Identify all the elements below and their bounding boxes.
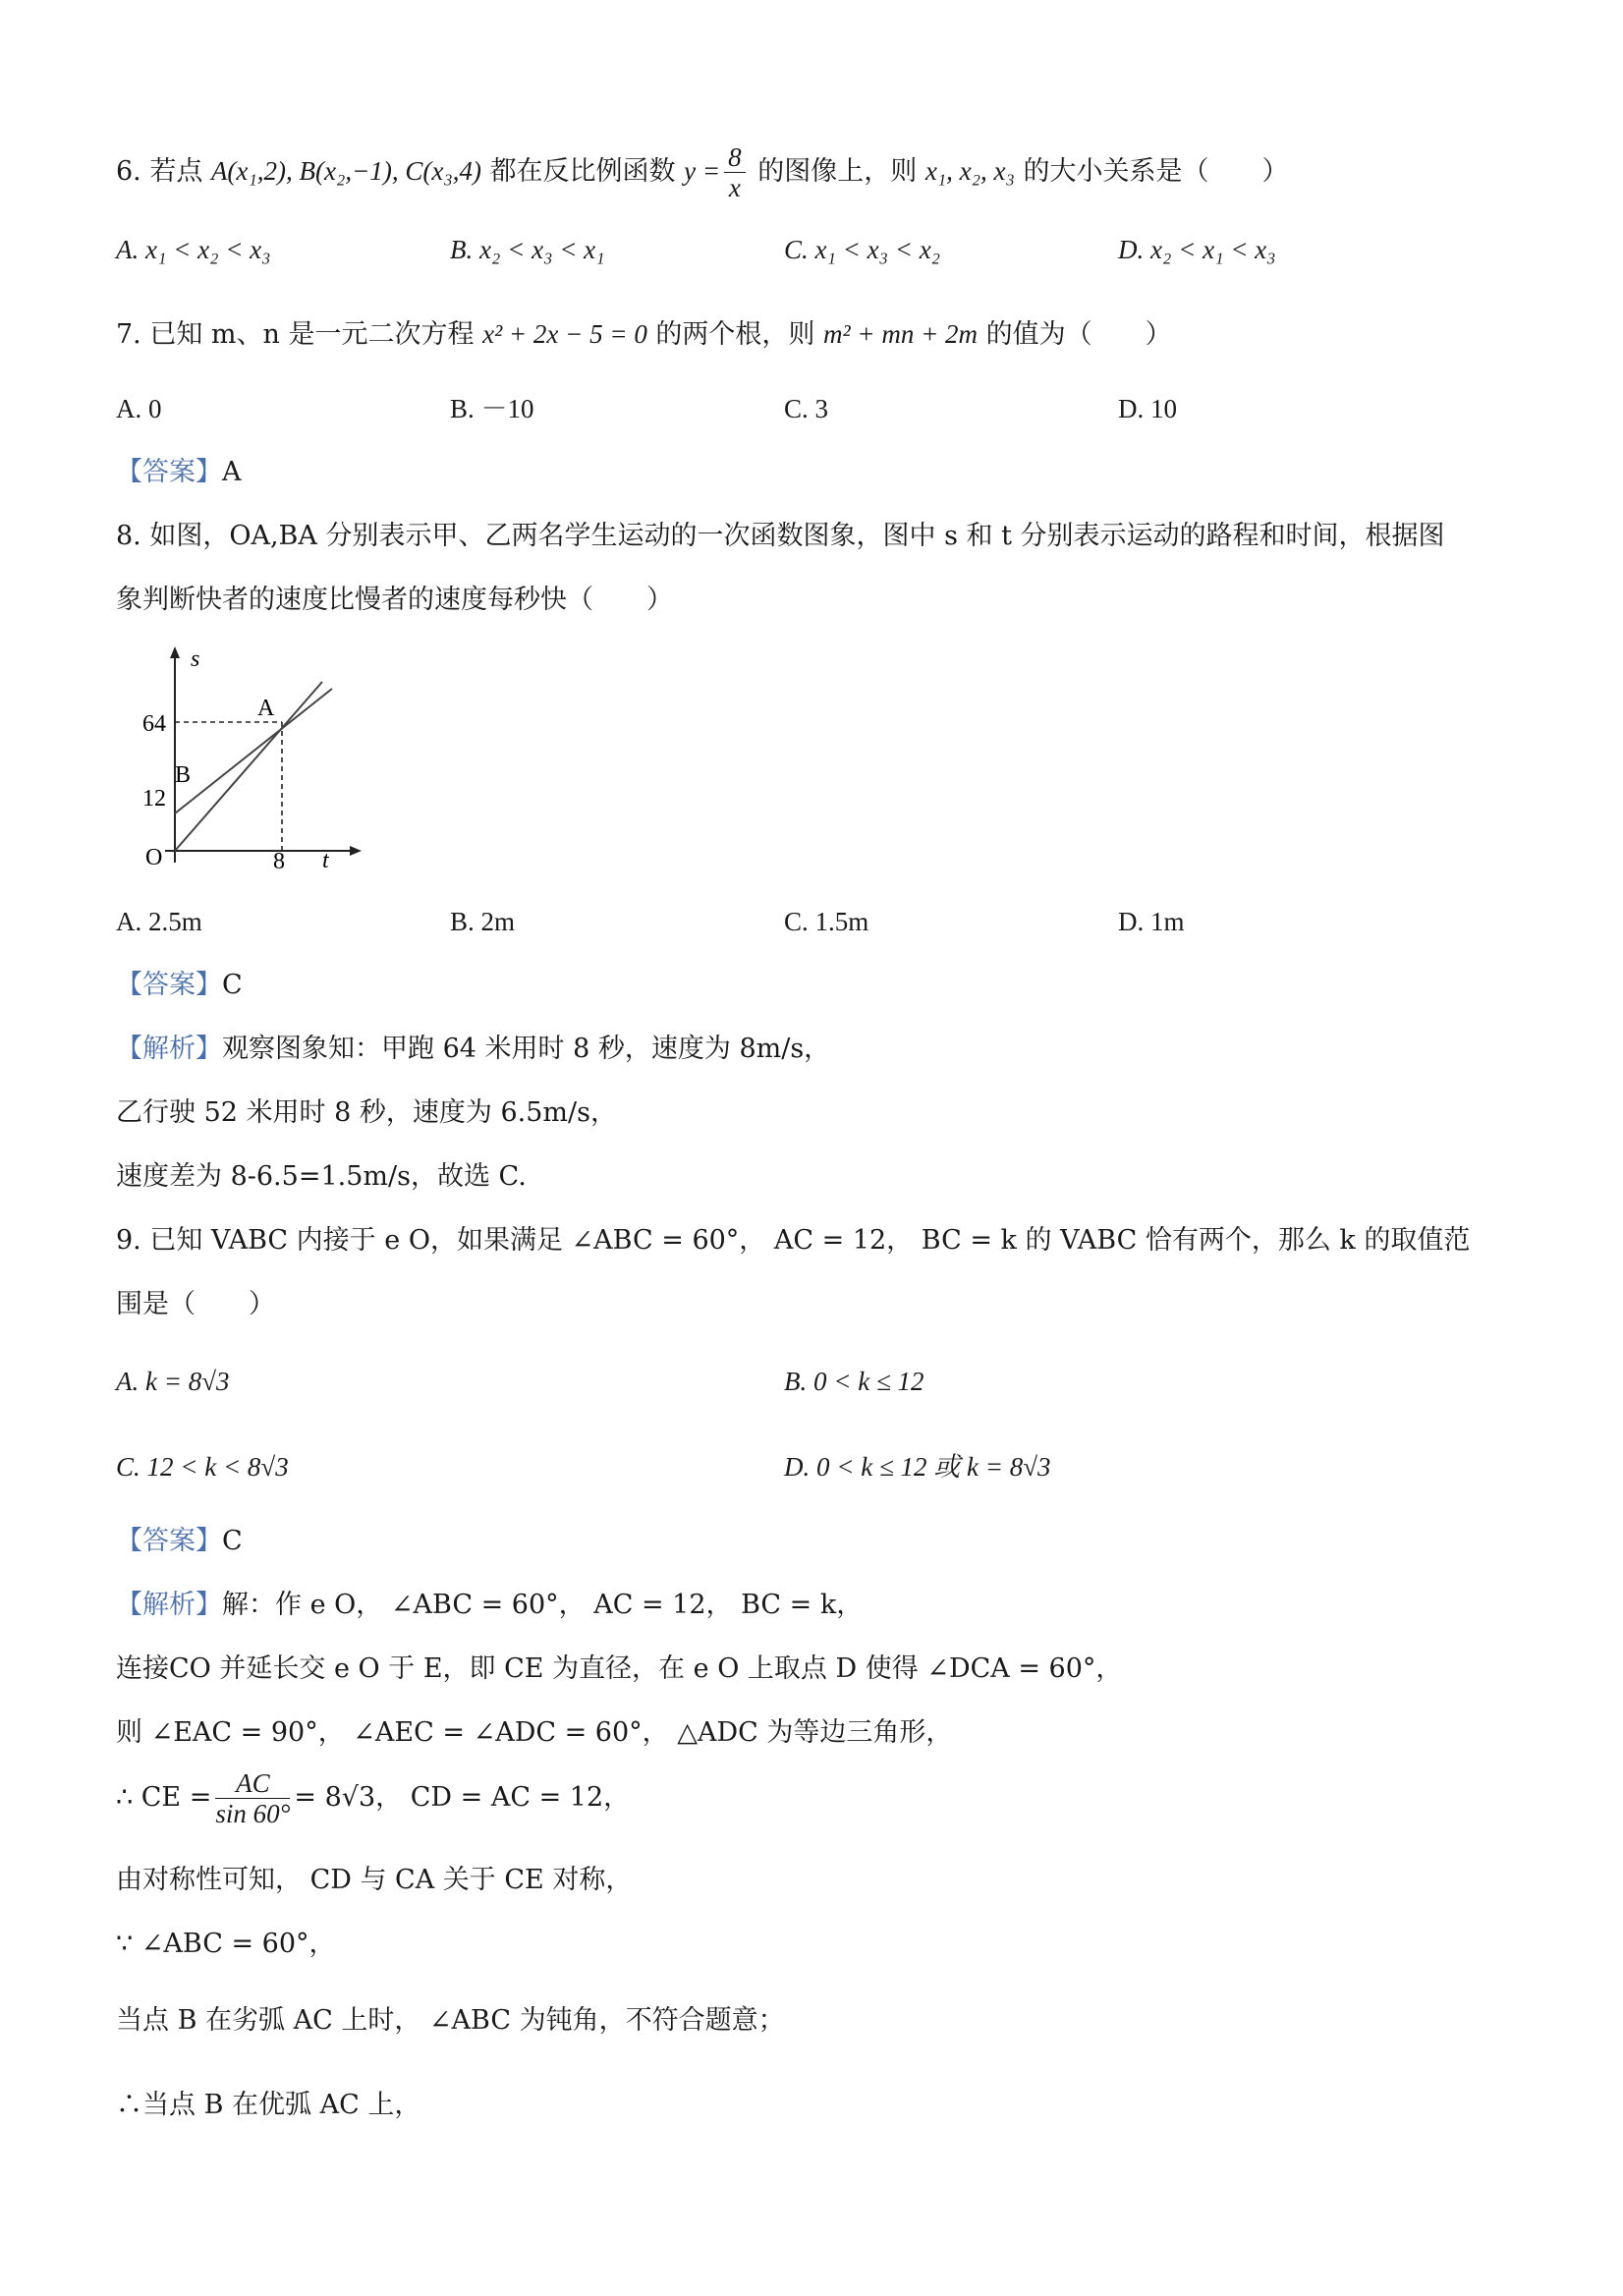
q8-analysis-line1 <box>116 1033 830 1066</box>
q7-answer-value: A <box>222 457 242 487</box>
q7-equation: x² + 2x − 5 = 0 <box>482 319 647 349</box>
q9-option-c: C. 12 < k < 8√3 <box>116 1452 289 1482</box>
q9-solution-line6: ∵ ∠ABC = 60°， <box>116 1929 336 1959</box>
q8-analysis-tag: 【解析】 <box>116 1034 222 1064</box>
q7-option-a: A. 0 <box>116 394 162 423</box>
q8-option-d: D. 1m <box>1118 907 1185 936</box>
q9-solution4-b: = 8√3， CD = AC = 12， <box>294 1782 631 1813</box>
q9-option-b: B. 0 < k ≤ 12 <box>784 1367 924 1396</box>
q8-graph-t-label: t <box>322 848 329 872</box>
q8-option-b: B. 2m <box>450 907 516 936</box>
q6-points: A(x₁,2), B(x₂,−1), C(x₃,4) <box>210 156 481 186</box>
q9-solution-text1: 解：作 e O， ∠ABC = 60°， AC = 12， BC = k， <box>222 1590 864 1620</box>
q6-stem-b: 都在反比例函数 <box>489 156 676 187</box>
q8-graph-s-label: s <box>191 646 200 672</box>
q9-solution-line3: 则 ∠EAC = 90°， ∠AEC = ∠ADC = 60°， △ADC 为等边三角形， <box>116 1717 953 1748</box>
q9-solution-line1 <box>116 1589 863 1622</box>
q6-stem-c: 的图像上，则 <box>757 156 918 187</box>
q9-solution4-fraction <box>215 1768 290 1828</box>
q9-answer-tag: 【答案】 <box>116 1526 222 1556</box>
q9-analysis-tag: 【解析】 <box>116 1590 222 1620</box>
q7-answer <box>116 456 242 489</box>
q9-solution4-den: sin 60° <box>215 1799 291 1828</box>
q9-stem-line2: 围是（ ） <box>116 1289 275 1319</box>
q6-option-a: A. x₁ < x₂ < x₃ <box>116 235 271 264</box>
q8-graph-point-a: A <box>257 696 275 721</box>
q7-stem-a: 7. 已知 m、n 是一元二次方程 <box>116 319 475 350</box>
q6-func-lhs: y = <box>684 156 721 186</box>
q9-solution4-num: AC <box>215 1768 290 1799</box>
q7-option-c: C. 3 <box>784 394 829 423</box>
q9-option-a: A. k = 8√3 <box>116 1367 230 1396</box>
q6-fraction <box>724 142 746 202</box>
q9-answer <box>116 1525 243 1558</box>
q9-option-d: D. 0 < k ≤ 12 或 k = 8√3 <box>784 1452 1051 1482</box>
q7-stem-b: 的两个根，则 <box>655 319 815 350</box>
q9-solution-line2: 连接CO 并延长交 e O 于 E，即 CE 为直径，在 e O 上取点 D 使得 ∠DCA = 60°， <box>116 1653 1123 1684</box>
q8-graph-label-12: 12 <box>142 786 166 812</box>
q6-option-d: D. x₂ < x₁ < x₃ <box>1118 235 1276 264</box>
q7-expression: m² + mn + 2m <box>823 319 979 349</box>
q8-answer <box>116 969 243 1002</box>
q7-option-d: D. 10 <box>1118 394 1177 423</box>
q9-solution-line5: 由对称性可知， CD 与 CA 关于 CE 对称， <box>116 1865 633 1895</box>
q7-stem-c: 的值为（ ） <box>985 319 1172 350</box>
q6-option-b: B. x₂ < x₃ < x₁ <box>450 235 605 264</box>
q8-answer-value: C <box>222 970 243 1000</box>
q9-solution-line8: ∴当点 B 在优弧 AC 上， <box>116 2090 421 2120</box>
q9-solution-line4 <box>116 1768 630 1828</box>
q8-graph-label-64: 64 <box>142 711 166 737</box>
q8-graph-line-ba <box>175 689 332 813</box>
q8-stem-line2: 象判断快者的速度比慢者的速度每秒快（ ） <box>116 585 673 615</box>
q8-answer-tag: 【答案】 <box>116 970 222 1000</box>
q8-graph-origin-label: O <box>145 845 163 870</box>
q8-stem-line1: 8. 如图，OA,BA 分别表示甲、乙两名学生运动的一次函数图象，图中 s 和 t 分别表示运动的路程和时间，根据图 <box>116 521 1445 551</box>
q6-vars: x₁, x₂, x₃ <box>924 156 1015 186</box>
q7-option-b: B. －10 <box>450 394 534 423</box>
q7-answer-tag: 【答案】 <box>116 457 222 487</box>
q8-option-c: C. 1.5m <box>784 907 869 936</box>
q8-graph-s-arrow <box>170 646 180 658</box>
q6-stem-a: 6. 若点 <box>116 156 203 187</box>
q8-graph <box>108 637 364 872</box>
q6-fraction-num: 8 <box>724 142 746 173</box>
q7-stem <box>116 317 1172 352</box>
q8-analysis-text1: 观察图象知：甲跑 64 米用时 8 秒，速度为 8m/s， <box>222 1034 831 1064</box>
q9-stem-line1: 9. 已知 VABC 内接于 e O，如果满足 ∠ABC = 60°， AC = 12， BC = k 的 VABC 恰有两个，那么 k 的取值范 <box>116 1225 1471 1256</box>
q8-analysis-line3: 速度差为 8-6.5=1.5m/s，故选 C. <box>116 1161 527 1192</box>
q6-fraction-den: x <box>728 173 741 202</box>
q9-solution-line7: 当点 B 在劣弧 AC 上时， ∠ABC 为钝角，不符合题意； <box>116 2005 785 2036</box>
q8-graph-line-oa <box>175 682 322 851</box>
q6-stem-d: 的大小关系是（ ） <box>1023 156 1289 187</box>
q6-option-c: C. x₁ < x₃ < x₂ <box>784 235 941 264</box>
q8-analysis-line2: 乙行驶 52 米用时 8 秒，速度为 6.5m/s， <box>116 1097 617 1128</box>
q8-graph-point-b: B <box>175 762 192 788</box>
q9-solution4-a: ∴ CE = <box>116 1782 212 1813</box>
q8-graph-label-8: 8 <box>273 849 285 872</box>
q6-stem <box>116 142 1289 202</box>
q8-option-a: A. 2.5m <box>116 907 202 936</box>
q9-answer-value: C <box>222 1526 243 1556</box>
q8-graph-t-arrow <box>350 846 362 856</box>
